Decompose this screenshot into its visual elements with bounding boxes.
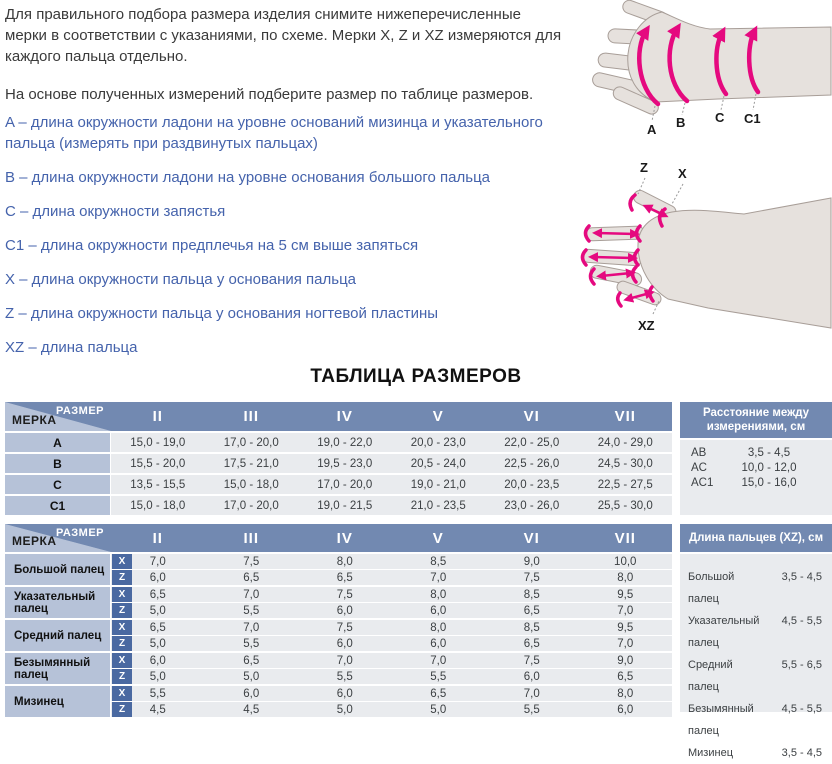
measure-subrow bbox=[111, 653, 672, 668]
intro-paragraph-1: Для правильного подбора размера изделия снимите нижеперечисленные мерки в соответствии с указаниями, по схеме. Мерки X, Z и XZ измеряются для каждого пальца отдельно. bbox=[5, 6, 562, 65]
value-cell: 6,5 bbox=[392, 686, 486, 701]
finger-length-label: Указательный палец bbox=[688, 615, 760, 649]
table-row bbox=[5, 496, 672, 515]
distance-value: 3,5 - 4,5 bbox=[747, 447, 791, 459]
finger-label: Средний палец bbox=[5, 620, 110, 651]
corner-measure-label: МЕРКА bbox=[12, 413, 57, 427]
row-label: A bbox=[5, 433, 110, 452]
value-cell: 25,5 - 30,0 bbox=[579, 496, 673, 515]
measure-subrow bbox=[111, 587, 672, 602]
finger-length-table-body bbox=[680, 554, 832, 759]
distance-table bbox=[680, 402, 832, 515]
measure-badge: Z bbox=[112, 669, 132, 684]
label-c: C bbox=[715, 110, 725, 125]
distance-row bbox=[680, 461, 832, 476]
definition-item: X – длина окружности пальца у основания пальца bbox=[5, 271, 357, 288]
corner-size-label: РАЗМЕР bbox=[55, 405, 104, 417]
value-cell: 6,0 bbox=[579, 702, 673, 717]
value-cell: 23,0 - 26,0 bbox=[485, 496, 579, 515]
label-x: X bbox=[678, 166, 687, 181]
size-column-header: III bbox=[243, 408, 259, 425]
definitions-list bbox=[5, 112, 561, 371]
finger-length-label: Безымянный палец bbox=[688, 703, 754, 737]
measure-badge: X bbox=[112, 686, 132, 701]
size-table-title: ТАБЛИЦА РАЗМЕРОВ bbox=[310, 366, 522, 387]
value-cell: 7,0 bbox=[111, 554, 205, 569]
distance-label: AC1 bbox=[691, 477, 714, 489]
value-cell: 7,0 bbox=[485, 686, 579, 701]
distance-row bbox=[680, 446, 832, 461]
definition-item: XZ – длина пальца bbox=[5, 339, 138, 356]
finger-length-table-header: Длина пальцев (XZ), см bbox=[680, 524, 832, 552]
definition-item: B – длина окружности ладони на уровне основания большого пальца bbox=[5, 169, 491, 186]
label-z: Z bbox=[640, 160, 648, 175]
measure-subrow bbox=[111, 686, 672, 701]
value-cell: 7,5 bbox=[485, 653, 579, 668]
value-cell: 17,0 - 20,0 bbox=[205, 433, 299, 452]
value-cell: 22,0 - 25,0 bbox=[485, 433, 579, 452]
value-cell: 5,5 bbox=[392, 669, 486, 684]
value-cell: 6,0 bbox=[298, 686, 392, 701]
label-xz: XZ bbox=[638, 318, 655, 333]
finger-row-group bbox=[5, 653, 672, 684]
value-cell: 22,5 - 26,0 bbox=[485, 454, 579, 473]
value-cell: 5,0 bbox=[111, 636, 205, 651]
value-cell: 20,5 - 24,0 bbox=[392, 454, 486, 473]
finger-label: Большой палец bbox=[5, 554, 110, 585]
value-cell: 19,0 - 21,0 bbox=[392, 475, 486, 494]
definition-item: Z – длина окружности пальца у основания ногтевой пластины bbox=[5, 305, 439, 322]
value-cell: 6,5 bbox=[298, 570, 392, 585]
corner-size-label: РАЗМЕР bbox=[55, 527, 104, 539]
value-cell: 17,0 - 20,0 bbox=[205, 496, 299, 515]
value-cell: 5,5 bbox=[205, 603, 299, 618]
corner-measure-label: МЕРКА bbox=[12, 534, 57, 548]
size-table-girth bbox=[5, 402, 672, 517]
value-cell: 8,0 bbox=[392, 587, 486, 602]
size-column-header: IV bbox=[336, 529, 353, 547]
finger-label: Указательный палец bbox=[5, 587, 110, 618]
label-a: A bbox=[647, 122, 657, 137]
finger-row-group bbox=[5, 587, 672, 618]
value-cell: 7,5 bbox=[298, 587, 392, 602]
finger-row-group bbox=[5, 686, 672, 717]
value-cell: 19,0 - 22,0 bbox=[298, 433, 392, 452]
value-cell: 6,5 bbox=[485, 636, 579, 651]
distance-row bbox=[680, 476, 832, 491]
value-cell: 13,5 - 15,5 bbox=[111, 475, 205, 494]
finger-length-value: 3,5 - 4,5 bbox=[781, 747, 822, 759]
size-column-header: VII bbox=[614, 529, 636, 547]
value-cell: 22,5 - 27,5 bbox=[579, 475, 673, 494]
t1-columns bbox=[111, 402, 672, 431]
value-cell: 17,5 - 21,0 bbox=[205, 454, 299, 473]
value-cell: 7,0 bbox=[205, 620, 299, 635]
measure-subrow bbox=[111, 603, 672, 618]
value-cell: 8,0 bbox=[579, 570, 673, 585]
row-label: C1 bbox=[5, 496, 110, 515]
value-cell: 6,0 bbox=[298, 603, 392, 618]
value-cell: 20,0 - 23,5 bbox=[485, 475, 579, 494]
value-cell: 8,5 bbox=[485, 620, 579, 635]
finger-subrows bbox=[111, 587, 672, 618]
size-column-header: VII bbox=[614, 408, 636, 425]
label-b: B bbox=[676, 115, 686, 130]
measure-badge: Z bbox=[112, 570, 132, 585]
value-cell: 24,5 - 30,0 bbox=[579, 454, 673, 473]
value-cell: 7,0 bbox=[392, 653, 486, 668]
value-cell: 6,0 bbox=[392, 603, 486, 618]
size-column-header: IV bbox=[336, 408, 353, 425]
hand-circumference-diagram bbox=[558, 0, 832, 152]
value-cell: 5,0 bbox=[392, 702, 486, 717]
size-column-header: VI bbox=[523, 408, 540, 425]
value-cell: 8,0 bbox=[392, 620, 486, 635]
size-column-header: III bbox=[243, 529, 259, 547]
finger-label: Безымянный палец bbox=[5, 653, 110, 684]
value-cell: 19,5 - 23,0 bbox=[298, 454, 392, 473]
value-cell: 21,0 - 23,5 bbox=[392, 496, 486, 515]
table-row bbox=[5, 475, 672, 494]
value-cell: 9,0 bbox=[485, 554, 579, 569]
finger-subrows bbox=[111, 686, 672, 717]
size-table-fingers bbox=[5, 524, 672, 719]
value-cell: 6,0 bbox=[111, 653, 205, 668]
value-cell: 4,5 bbox=[205, 702, 299, 717]
value-cell: 6,0 bbox=[485, 669, 579, 684]
finger-length-value: 4,5 - 5,5 bbox=[781, 703, 822, 715]
value-cell: 8,5 bbox=[392, 554, 486, 569]
finger-length-table bbox=[680, 524, 832, 759]
value-cell: 15,0 - 19,0 bbox=[111, 433, 205, 452]
distance-label: AB bbox=[691, 447, 707, 459]
value-cell: 5,0 bbox=[111, 603, 205, 618]
value-cell: 5,5 bbox=[205, 636, 299, 651]
finger-measurement-diagram bbox=[558, 156, 832, 354]
value-cell: 15,5 - 20,0 bbox=[111, 454, 205, 473]
finger-subrows bbox=[111, 653, 672, 684]
table-row bbox=[5, 433, 672, 452]
value-cell: 7,0 bbox=[579, 636, 673, 651]
value-cell: 6,0 bbox=[205, 686, 299, 701]
row-label: B bbox=[5, 454, 110, 473]
measure-badge: X bbox=[112, 653, 132, 668]
value-cell: 7,5 bbox=[205, 554, 299, 569]
measure-badge: Z bbox=[112, 636, 132, 651]
finger-length-label: Большой палец bbox=[688, 571, 735, 605]
measure-badge: Z bbox=[112, 702, 132, 717]
value-cell: 10,0 bbox=[579, 554, 673, 569]
finger-length-row bbox=[680, 610, 832, 654]
definition-item: C1 – длина окружности предплечья на 5 см выше запяться bbox=[5, 237, 419, 254]
t2-body bbox=[5, 554, 672, 717]
finger-subrows bbox=[111, 620, 672, 651]
value-cell: 9,5 bbox=[579, 587, 673, 602]
value-cell: 5,5 bbox=[111, 686, 205, 701]
value-cell: 8,0 bbox=[298, 554, 392, 569]
value-cell: 6,0 bbox=[298, 636, 392, 651]
measure-badge: Z bbox=[112, 603, 132, 618]
value-cell: 6,0 bbox=[111, 570, 205, 585]
value-cell: 5,0 bbox=[205, 669, 299, 684]
finger-length-value: 3,5 - 4,5 bbox=[781, 571, 822, 583]
table-row bbox=[5, 454, 672, 473]
value-cell: 8,5 bbox=[485, 587, 579, 602]
finger-length-row bbox=[680, 698, 832, 742]
finger-length-row bbox=[680, 654, 832, 698]
measure-subrow bbox=[111, 620, 672, 635]
measure-subrow bbox=[111, 636, 672, 651]
distance-table-body bbox=[680, 440, 832, 515]
finger-subrows bbox=[111, 554, 672, 585]
value-cell: 15,0 - 18,0 bbox=[111, 496, 205, 515]
value-cell: 20,0 - 23,0 bbox=[392, 433, 486, 452]
t1-body bbox=[5, 433, 672, 515]
definition-item: A – длина окружности ладони на уровне оснований мизинца и указательного пальца (измерять при раздвинутых пальцах) bbox=[5, 114, 543, 152]
value-cell: 7,0 bbox=[298, 653, 392, 668]
value-cell: 15,0 - 18,0 bbox=[205, 475, 299, 494]
intro-text bbox=[5, 4, 567, 122]
value-cell: 6,0 bbox=[392, 636, 486, 651]
distance-value: 10,0 - 12,0 bbox=[741, 462, 797, 474]
value-cell: 5,0 bbox=[298, 702, 392, 717]
t2-columns bbox=[111, 524, 672, 552]
measure-badge: X bbox=[112, 554, 132, 569]
table-header bbox=[5, 402, 672, 431]
value-cell: 6,5 bbox=[205, 570, 299, 585]
value-cell: 7,5 bbox=[298, 620, 392, 635]
measure-badge: X bbox=[112, 620, 132, 635]
corner-cell bbox=[5, 524, 111, 552]
size-column-header: II bbox=[152, 408, 163, 425]
value-cell: 6,5 bbox=[111, 620, 205, 635]
finger-length-label: Средний палец bbox=[688, 659, 733, 693]
value-cell: 6,5 bbox=[111, 587, 205, 602]
corner-cell bbox=[5, 402, 111, 431]
distance-table-header: Расстояние между измерениями, см bbox=[680, 402, 832, 438]
value-cell: 19,0 - 21,5 bbox=[298, 496, 392, 515]
value-cell: 7,5 bbox=[485, 570, 579, 585]
value-cell: 7,0 bbox=[579, 603, 673, 618]
distance-value: 15,0 - 16,0 bbox=[741, 477, 797, 489]
value-cell: 6,5 bbox=[205, 653, 299, 668]
hand-shape bbox=[591, 0, 831, 116]
measure-subrow bbox=[111, 554, 672, 569]
size-column-header: V bbox=[432, 408, 444, 425]
value-cell: 6,5 bbox=[579, 669, 673, 684]
intro-paragraph-2: На основе полученных измерений подберите размер по таблице размеров. bbox=[5, 86, 534, 103]
size-column-header: VI bbox=[523, 529, 540, 547]
finger-length-row bbox=[680, 566, 832, 610]
value-cell: 5,0 bbox=[111, 669, 205, 684]
value-cell: 7,0 bbox=[205, 587, 299, 602]
value-cell: 7,0 bbox=[392, 570, 486, 585]
measure-subrow bbox=[111, 669, 672, 684]
finger-length-row bbox=[680, 742, 832, 764]
value-cell: 6,5 bbox=[485, 603, 579, 618]
measure-badge: X bbox=[112, 587, 132, 602]
finger-row-group bbox=[5, 620, 672, 651]
label-c1: C1 bbox=[744, 111, 761, 126]
value-cell: 8,0 bbox=[579, 686, 673, 701]
finger-length-value: 5,5 - 6,5 bbox=[781, 659, 822, 671]
finger-length-label: Мизинец bbox=[688, 747, 733, 759]
finger-row-group bbox=[5, 554, 672, 585]
finger-label: Мизинец bbox=[5, 686, 110, 717]
definition-item: C – длина окружности запястья bbox=[5, 203, 226, 220]
value-cell: 17,0 - 20,0 bbox=[298, 475, 392, 494]
value-cell: 4,5 bbox=[111, 702, 205, 717]
value-cell: 5,5 bbox=[298, 669, 392, 684]
size-column-header: II bbox=[152, 529, 163, 547]
table-header bbox=[5, 524, 672, 552]
distance-label: AC bbox=[691, 462, 707, 474]
measure-subrow bbox=[111, 570, 672, 585]
finger-length-value: 4,5 - 5,5 bbox=[781, 615, 822, 627]
value-cell: 5,5 bbox=[485, 702, 579, 717]
value-cell: 9,0 bbox=[579, 653, 673, 668]
row-label: C bbox=[5, 475, 110, 494]
size-column-header: V bbox=[432, 529, 444, 547]
value-cell: 9,5 bbox=[579, 620, 673, 635]
value-cell: 24,0 - 29,0 bbox=[579, 433, 673, 452]
